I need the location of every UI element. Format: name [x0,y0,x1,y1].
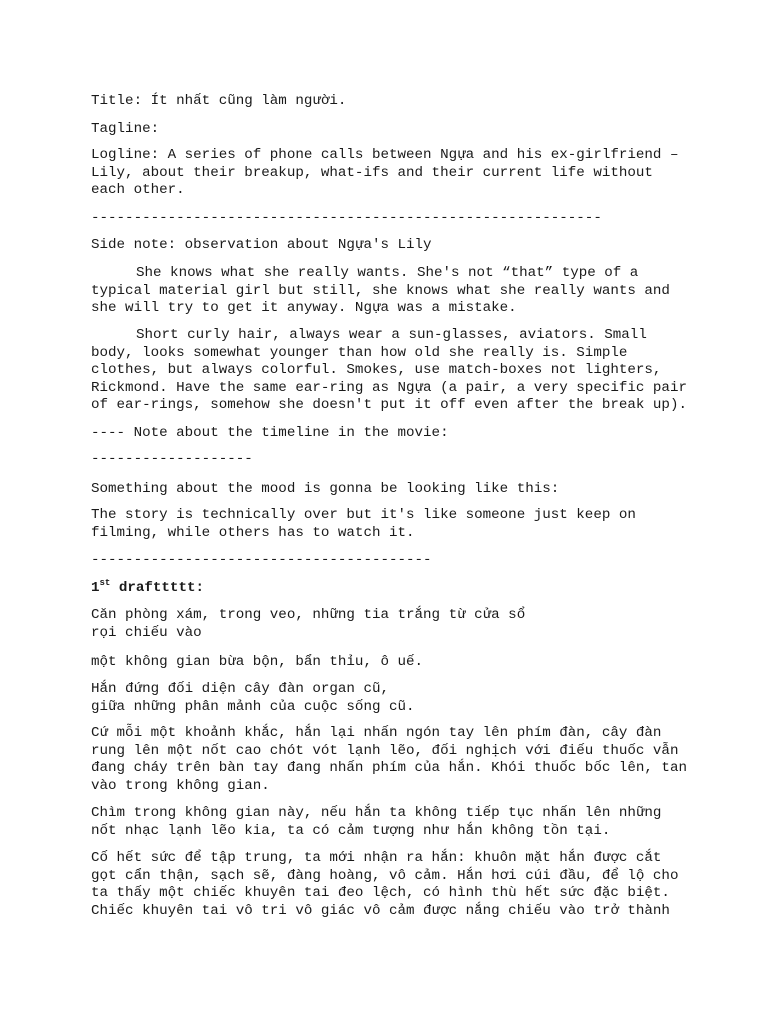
timeline-note: ---- Note about the timeline in the movie: [91,425,449,441]
title-line: Title: Ít nhất cũng làm người. [91,93,347,109]
tagline: Tagline: [91,121,160,137]
verse-line: một không gian bừa bộn, bẩn thỉu, ô uế. [91,654,424,670]
prose-paragraph: Chìm trong không gian này, nếu hắn ta không tiếp tục nhấn lên những nốt nhạc lạnh lẽo kia, ta có cảm tượng như hắn không tồn tại. [91,805,670,839]
logline: Logline: A series of phone calls between Ngựa and his ex-girlfriend – Lily, about their breakup, what-ifs and their current life without each other. [91,147,687,198]
story-note: The story is technically over but it's like someone just keep on filming, while others has to watch it. [91,507,645,541]
prose-paragraph: Cứ mỗi một khoảnh khắc, hắn lại nhấn ngón tay lên phím đàn, cây đàn rung lên một nốt cao chót vót lạnh lẽo, đối nghịch với điếu thuốc vẫn đang cháy trên bàn tay đang nhấn phím của hắn. Khói thuốc bốc lên, tan vào trong không gian. [91,725,696,794]
character-paragraph: Short curly hair, always wear a sun-glasses, aviators. Small body, looks somewhat younger than how old she really is. Simple clothes, but always colorful. Smokes, use match-boxes not lighters, Rickmond. Have the same ear-ring as Ngựa (a pair, a very specific pair of ear-rings, somehow she doesn't put it off even after the break up). [91,327,696,413]
divider-rule: ------------------- [91,451,253,467]
mood-note: Something about the mood is gonna be looking like this: [91,481,560,497]
verse-line: Căn phòng xám, trong veo, những tia trắng từ cửa sổ rọi chiếu vào [91,607,526,641]
divider-rule: ------------------------------------------------------------ [91,210,602,226]
character-paragraph: She knows what she really wants. She's not “that” type of a typical material girl but still, she knows what she really wants and she will try to get it anyway. Ngựa was a mistake. [91,265,679,316]
prose-paragraph: Cố hết sức để tập trung, ta mới nhận ra hắn: khuôn mặt hắn được cắt gọt cẩn thận, sạch sẽ, đàng hoàng, vô cảm. Hắn hơi cúi đầu, để lộ cho ta thấy một chiếc khuyên tai đeo lệch, có hình thù hết sức đặc biệt. Chiếc khuyên tai vô tri vô giác vô cảm được nắng chiếu vào trở thành [91,850,687,919]
draft-heading: 1st drafttttt: [91,578,204,596]
divider-rule: ---------------------------------------- [91,552,432,568]
verse-line: Hắn đứng đối diện cây đàn organ cũ, giữa những phân mảnh của cuộc sống cũ. [91,681,415,715]
side-note: Side note: observation about Ngựa's Lily [91,237,432,253]
